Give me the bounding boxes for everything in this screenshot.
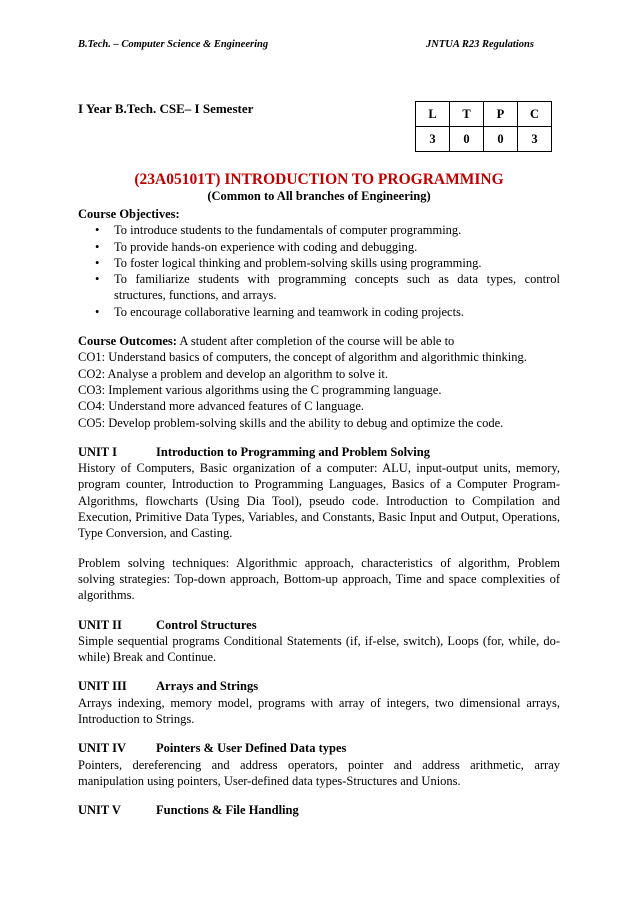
objective-text: To familiarize students with programming concepts such as data types, control structures, functions, and arrays. [114,272,560,303]
ltpc-header-c: C [518,102,552,127]
list-item [78,222,560,238]
ltpc-value-row [416,127,552,152]
unit-2-label: UNIT II [78,617,122,632]
header-regulations: JNTUA R23 Regulations [426,39,534,50]
unit-4-title: Pointers & User Defined Data types [156,741,347,756]
unit-4-heading [78,740,560,756]
unit-2-heading [78,617,560,633]
objective-text: To encourage collaborative learning and teamwork in coding projects. [114,304,465,319]
outcomes-intro-line [78,333,560,349]
objective-text: To introduce students to the fundamentals of computer programming. [114,223,462,238]
semester-label: I Year B.Tech. CSE– I Semester [78,101,254,116]
unit-2-title: Control Structures [156,617,257,632]
unit-3-heading [78,678,560,694]
bullet-icon: • [95,272,100,287]
list-item [78,271,560,304]
unit-3-label: UNIT III [78,679,127,694]
bullet-icon: • [95,223,100,238]
list-item [78,239,560,255]
unit-1-title: Introduction to Programming and Problem Solving [156,444,430,459]
outcomes-heading: Course Outcomes: [78,334,177,349]
unit-1-paragraph-2: Problem solving techniques: Algorithmic approach, characteristics of algorithm, Problem solving strategies: Top-down approach, Bottom-up approach, Time and space complexities of algorithms. [78,555,560,603]
unit-5-label: UNIT V [78,803,121,818]
unit-1-label: UNIT I [78,444,118,459]
unit-1-heading [78,444,560,460]
list-item [78,304,560,320]
unit-4-paragraph-1: Pointers, dereferencing and address operators, pointer and address arithmetic, array manipulation using pointers, User-defined data types-Structures and Unions. [78,757,560,788]
unit-1-paragraph-1: History of Computers, Basic organization of a computer: ALU, input-output units, memory, program counter, Introduction to Programming Languages, Basics of a Computer Program- Algorithms, flowcharts (Using Dia Tool), pseudo code. Introduction to Compilation and Execution, Primitive Data Types, Variables, and Constants, Basic Input and Output, Operations, Type Conversion, and Casting. [78,461,560,541]
ltpc-header-p: P [484,102,518,127]
course-title: (23A05101T) INTRODUCTION TO PROGRAMMING [134,171,504,188]
outcomes-intro: A student after completion of the course will be able to [176,334,455,349]
unit-3-title: Arrays and Strings [156,679,259,694]
outcome-co5: CO5: Develop problem-solving skills and the ability to debug and optimize the code. [78,415,504,430]
outcome-co1: CO1: Understand basics of computers, the concept of algorithm and algorithmic thinking. [78,350,527,365]
bullet-icon: • [95,255,100,270]
unit-4-label: UNIT IV [78,741,127,756]
ltpc-header-t: T [450,102,484,127]
bullet-icon: • [95,304,100,319]
ltpc-header-row [416,102,552,127]
outcome-co4: CO4: Understand more advanced features of C language. [78,399,365,414]
objective-text: To provide hands-on experience with coding and debugging. [114,239,418,254]
ltpc-value-l: 3 [416,127,450,152]
ltpc-header-l: L [416,102,450,127]
header-program: B.Tech. – Computer Science & Engineering [78,39,269,50]
course-subtitle: (Common to All branches of Engineering) [207,189,431,203]
outcome-co2: CO2: Analyse a problem and develop an algorithm to solve it. [78,366,389,381]
ltpc-value-c: 3 [518,127,552,152]
objectives-list [78,222,560,320]
unit-2-paragraph-1: Simple sequential programs Conditional Statements (if, if-else, switch), Loops (for, while, do-while) Break and Continue. [78,633,560,665]
objective-text: To foster logical thinking and problem-solving skills using programming. [114,255,482,270]
ltpc-value-t: 0 [450,127,484,152]
syllabus-body [78,206,560,819]
ltpc-value-p: 0 [484,127,518,152]
ltpc-table [415,101,552,152]
outcome-co3: CO3: Implement various algorithms using the C programming language. [78,382,442,397]
unit-5-heading [78,802,560,818]
unit-3-paragraph-1: Arrays indexing, memory model, programs with array of integers, two dimensional arrays, Introduction to Strings. [78,695,560,727]
list-item [78,255,560,271]
unit-5-title: Functions & File Handling [156,803,299,818]
objectives-heading: Course Objectives: [78,207,180,221]
bullet-icon: • [95,239,100,254]
